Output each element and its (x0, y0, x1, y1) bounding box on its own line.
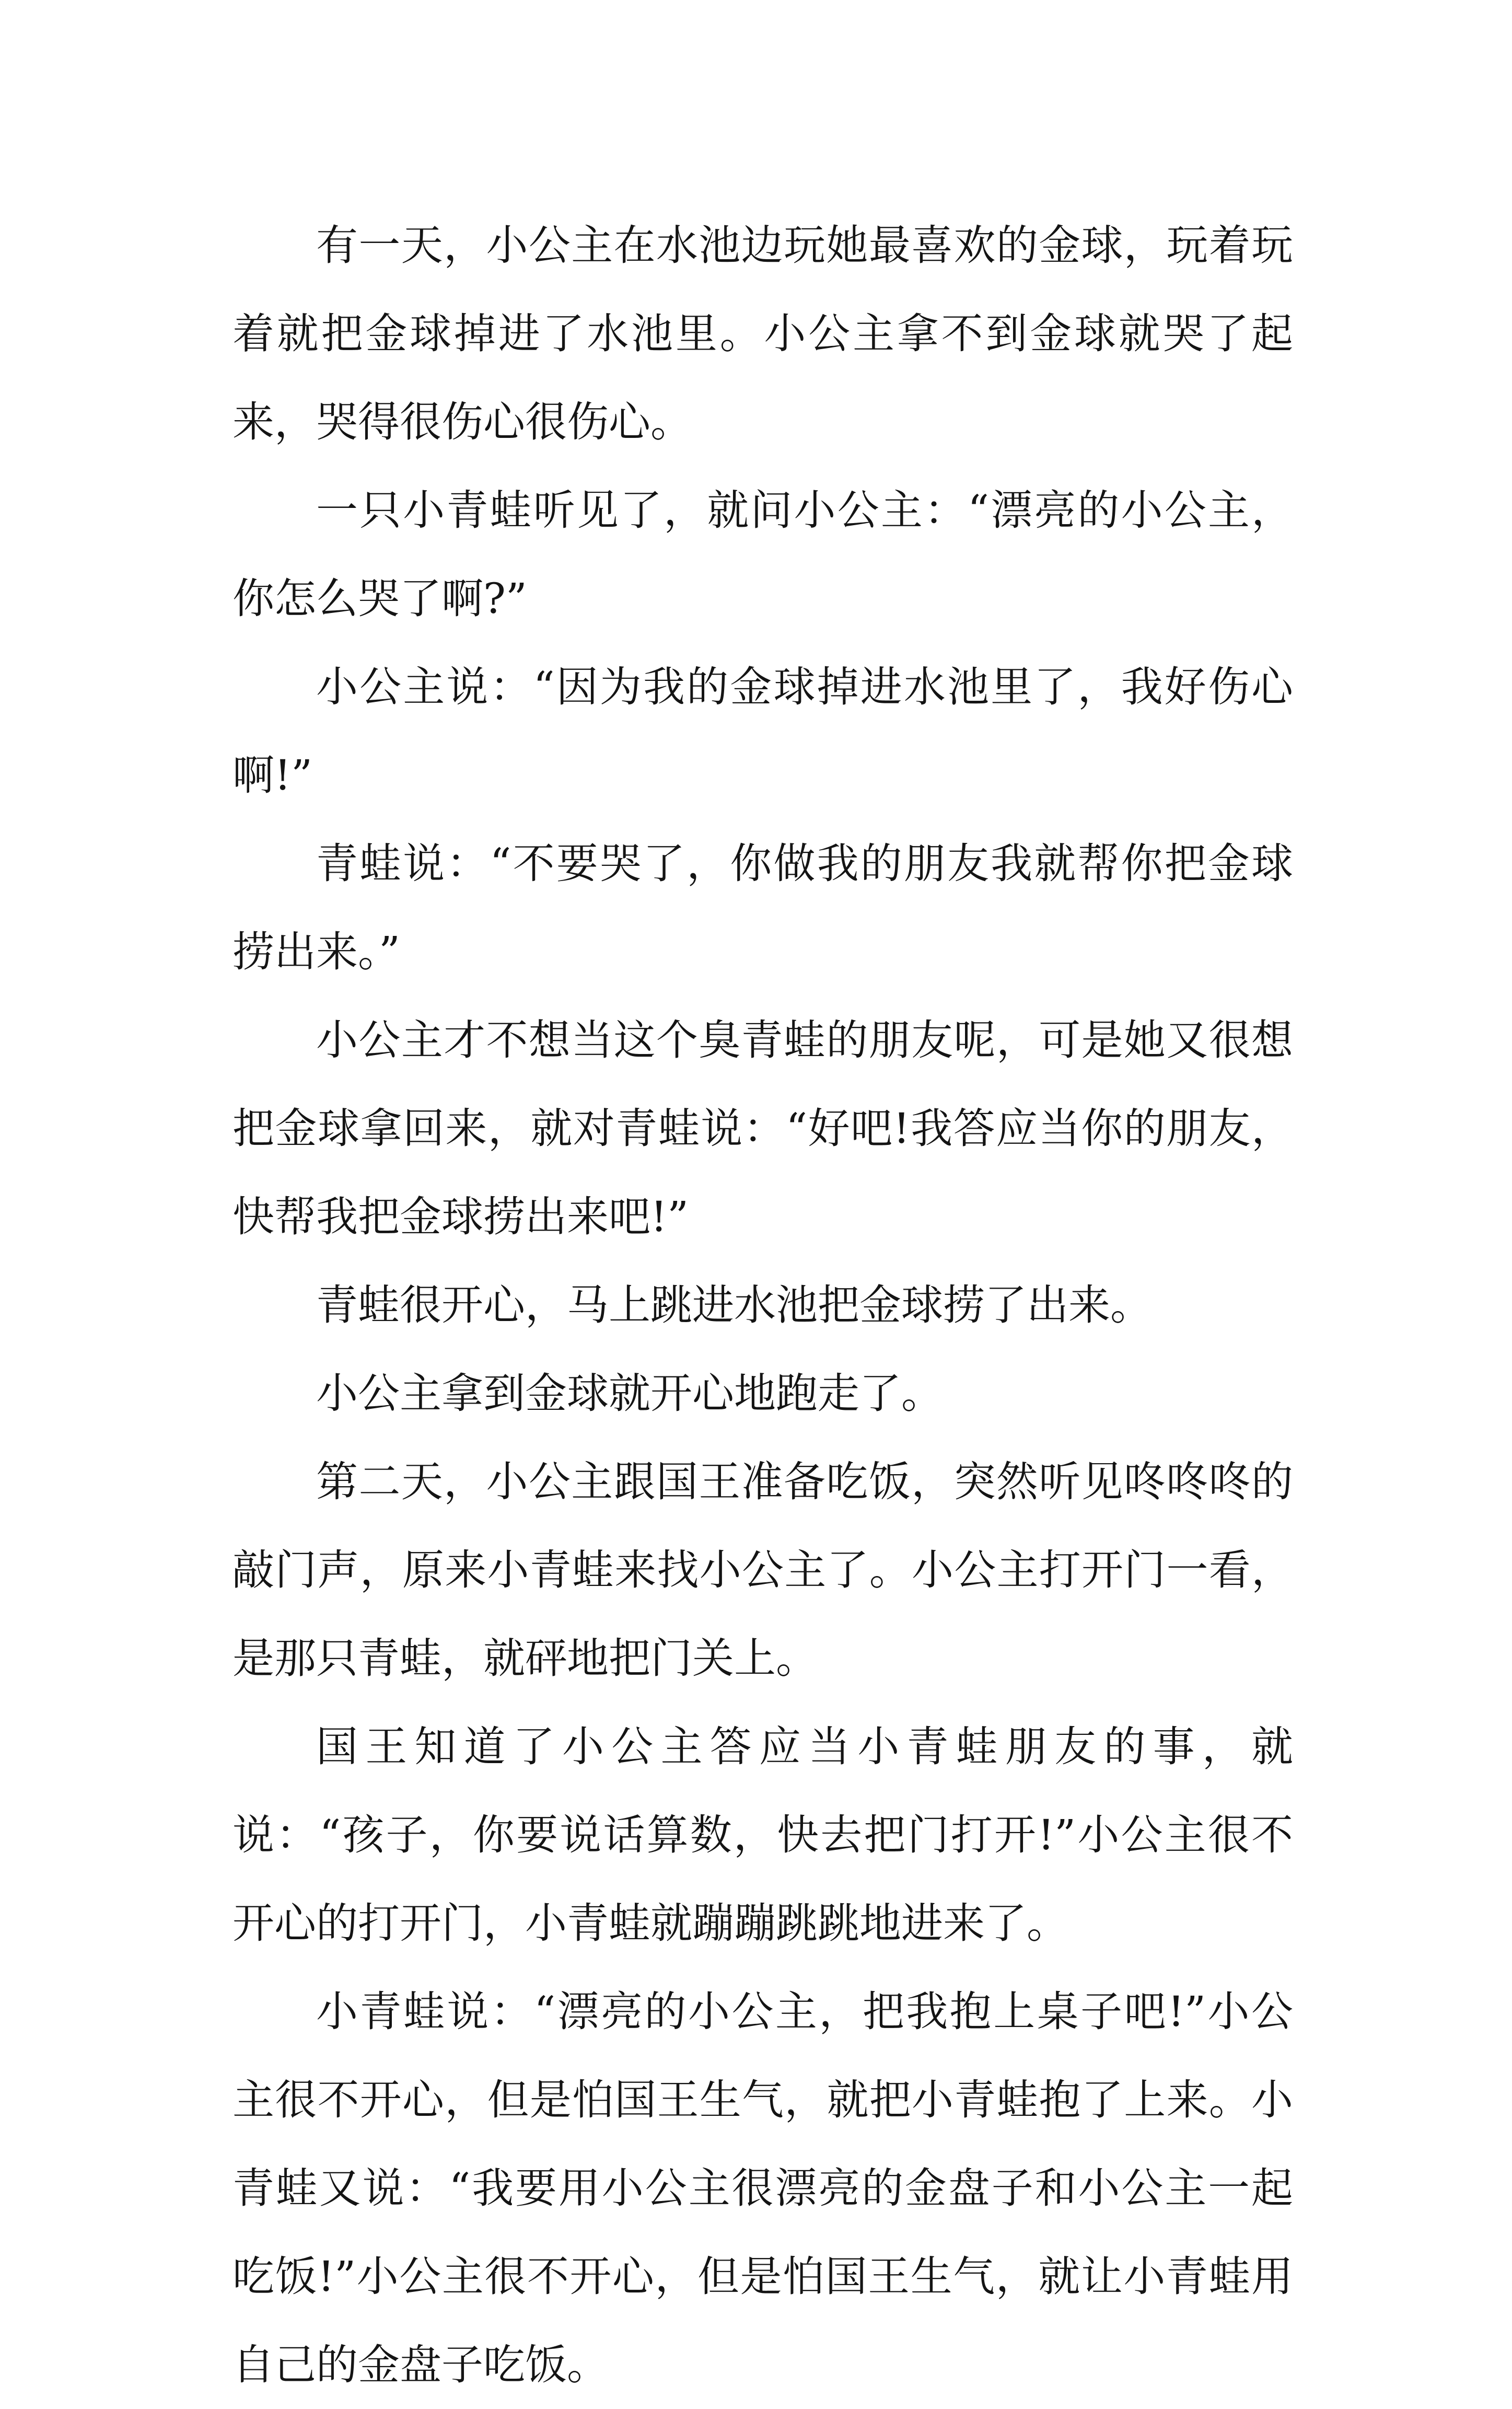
paragraph-8: 第二天，小公主跟国王准备吃饭，突然听见咚咚咚的敲门声，原来小青蛙来找小公主了。小公主打开门一看，是那只青蛙，就砰地把门关上。 (232, 1457, 1293, 1683)
paragraph-9: 国王知道了小公主答应当小青蛙朋友的事，就说：“孩子，你要说话算数，快去把门打开!”小公主很不开心的打开门，小青蛙就蹦蹦跳跳地进来了。 (232, 1722, 1293, 1948)
paragraph-6: 青蛙很开心，马上跳进水池把金球捞了出来。 (316, 1281, 1152, 1329)
paragraph-10: 小青蛙说：“漂亮的小公主，把我抱上桌子吧!”小公主很不开心，但是怕国王生气，就把小青蛙抱了上来。小青蛙又说：“我要用小公主很漂亮的金盘子和小公主一起吃饭!”小公主很不开心，但是怕国王生气，就让小青蛙用自己的金盘子吃饭。 (232, 1987, 1293, 2389)
story-text (232, 201, 1293, 2409)
paragraph-7: 小公主拿到金球就开心地跑走了。 (316, 1369, 943, 1418)
paragraph-1: 有一天，小公主在水池边玩她最喜欢的金球，玩着玩着就把金球掉进了水池里。小公主拿不到金球就哭了起来，哭得很伤心很伤心。 (232, 221, 1293, 446)
paragraph-5: 小公主才不想当这个臭青蛙的朋友呢，可是她又很想把金球拿回来，就对青蛙说：“好吧!我答应当你的朋友，快帮我把金球捞出来吧!” (232, 1016, 1293, 1241)
paragraph-2: 一只小青蛙听见了，就问小公主：“漂亮的小公主，你怎么哭了啊?” (232, 486, 1293, 623)
paragraph-4: 青蛙说：“不要哭了，你做我的朋友我就帮你把金球捞出来。” (232, 839, 1293, 976)
paragraph-3: 小公主说：“因为我的金球掉进水池里了，我好伤心啊!” (232, 663, 1293, 800)
